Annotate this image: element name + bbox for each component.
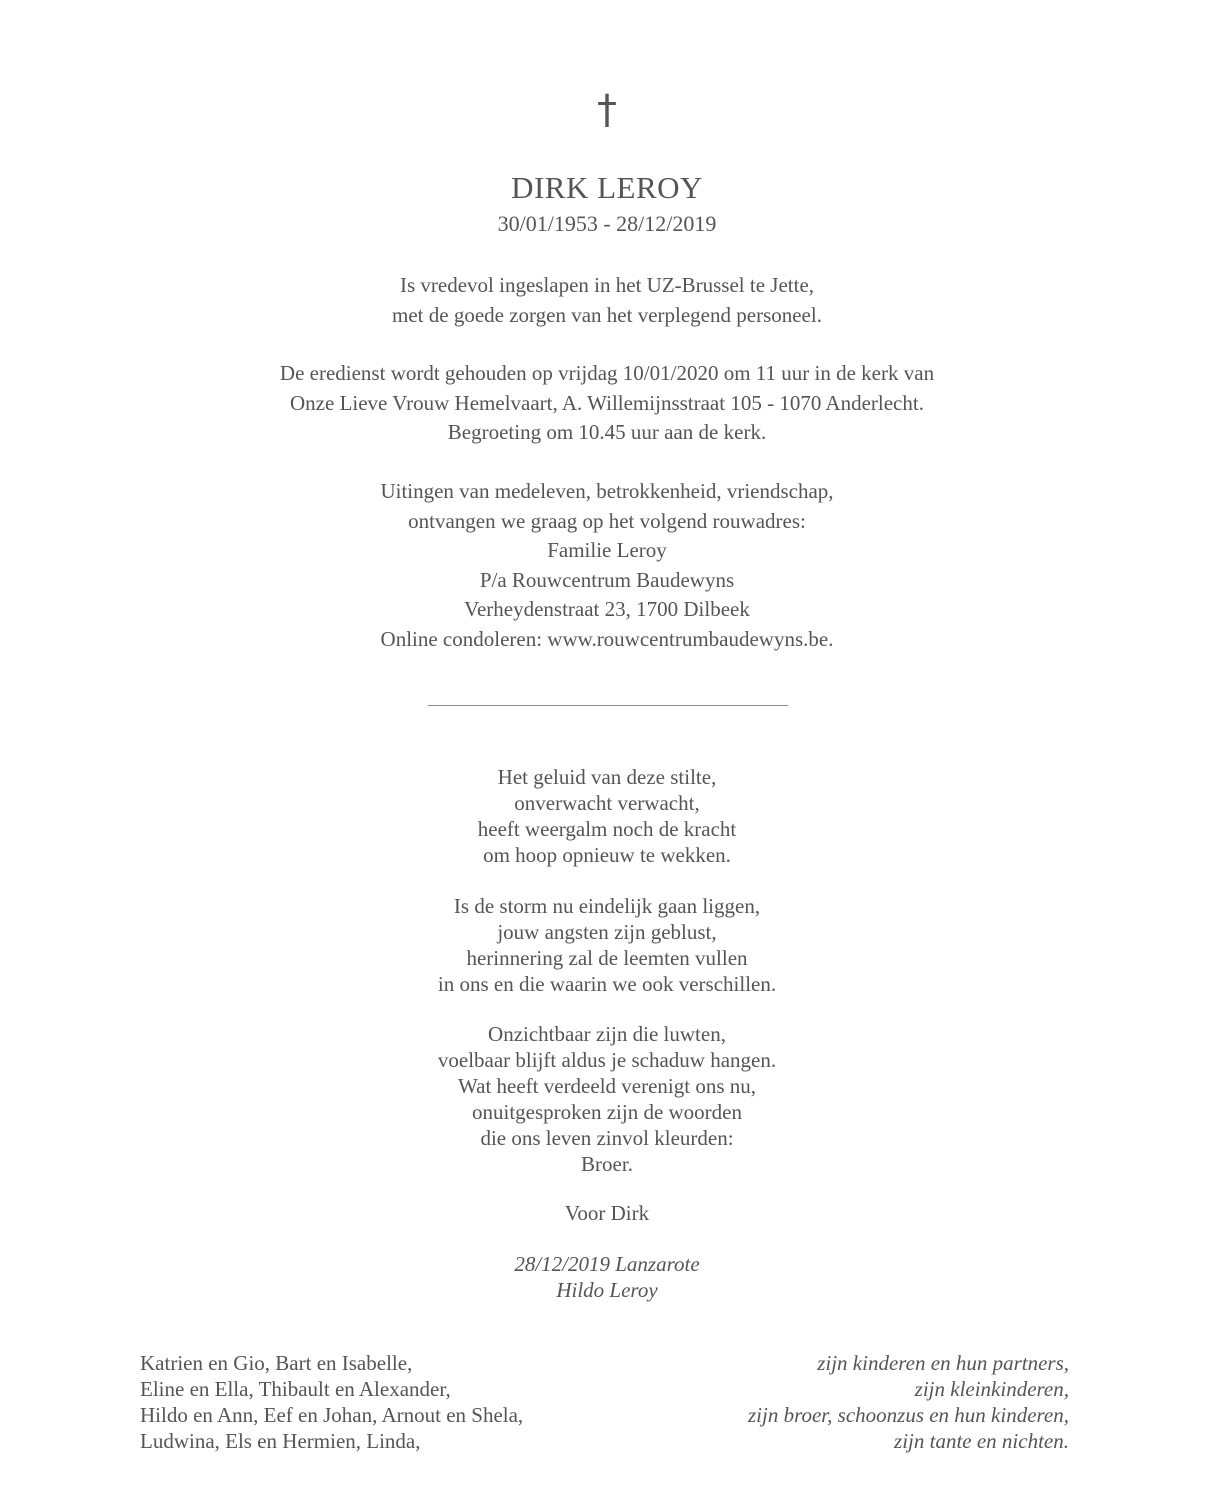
condolence-line: Uitingen van medeleven, betrokkenheid, vriendschap, bbox=[380, 479, 834, 503]
intro-line: met de goede zorgen van het verplegend personeel. bbox=[392, 302, 822, 327]
service-paragraph bbox=[0, 359, 1214, 448]
poem-line: herinnering zal de leemten vullen bbox=[466, 946, 748, 970]
condolence-line: Online condoleren: www.rouwcentrumbaudewyns.be. bbox=[380, 626, 834, 651]
poem-line: onverwacht verwacht, bbox=[514, 791, 700, 815]
condolence-line: Familie Leroy bbox=[547, 538, 667, 562]
condolence-paragraph bbox=[0, 477, 1214, 654]
family-name-line: Eline en Ella, Thibault en Alexander, bbox=[140, 1377, 451, 1401]
poem-line: Broer. bbox=[581, 1152, 633, 1176]
family-name-line: Ludwina, Els en Hermien, Linda, bbox=[140, 1429, 421, 1453]
poem-line: Onzichtbaar zijn die luwten, bbox=[488, 1022, 726, 1046]
family-names bbox=[140, 1350, 523, 1454]
intro-line: Is vredevol ingeslapen in het UZ-Brussel te Jette, bbox=[399, 273, 815, 297]
poem-line: Wat heeft verdeeld verenigt ons nu, bbox=[457, 1074, 757, 1098]
poem-stanza-1 bbox=[0, 764, 1214, 868]
life-dates: 30/01/1953 - 28/12/2019 bbox=[497, 211, 717, 236]
family-relation-line: zijn kleinkinderen, bbox=[914, 1377, 1069, 1401]
intro-paragraph bbox=[0, 271, 1214, 330]
poem-line: heeft weergalm noch de kracht bbox=[477, 817, 737, 841]
poem-line: in ons en die waarin we ook verschillen. bbox=[437, 972, 777, 996]
poem-signature bbox=[0, 1251, 1214, 1303]
service-line: De eredienst wordt gehouden op vrijdag 10/01/2020 om 11 uur in de kerk van bbox=[279, 361, 935, 385]
signature-line: 28/12/2019 Lanzarote bbox=[514, 1252, 700, 1276]
family-relation-line: zijn kinderen en hun partners, bbox=[817, 1351, 1069, 1375]
poem-line: voelbaar blijft aldus je schaduw hangen. bbox=[437, 1048, 777, 1072]
condolence-line: P/a Rouwcentrum Baudewyns bbox=[479, 567, 735, 592]
cross-icon: † bbox=[597, 87, 617, 133]
poem-stanza-3 bbox=[0, 1021, 1214, 1177]
deceased-name: DIRK LEROY bbox=[511, 170, 703, 205]
family-name-line: Hildo en Ann, Eef en Johan, Arnout en Shela, bbox=[140, 1403, 524, 1427]
signature-line: Hildo Leroy bbox=[556, 1278, 658, 1302]
poem-stanza-2 bbox=[0, 893, 1214, 997]
condolence-line: ontvangen we graag op het volgend rouwadres: bbox=[408, 508, 806, 533]
poem-line: om hoop opnieuw te wekken. bbox=[483, 843, 731, 867]
family-relation-line: zijn tante en nichten. bbox=[894, 1429, 1069, 1453]
poem-dedication: Voor Dirk bbox=[564, 1201, 650, 1225]
family-relation-line: zijn broer, schoonzus en hun kinderen, bbox=[748, 1403, 1069, 1427]
divider-line bbox=[428, 705, 788, 706]
condolence-line: Verheydenstraat 23, 1700 Dilbeek bbox=[464, 597, 750, 621]
poem-line: die ons leven zinvol kleurden: bbox=[480, 1126, 734, 1150]
poem-line: onuitgesproken zijn de woorden bbox=[471, 1100, 743, 1124]
poem-line: Is de storm nu eindelijk gaan liggen, bbox=[453, 894, 761, 918]
family-name-line: Katrien en Gio, Bart en Isabelle, bbox=[140, 1351, 413, 1375]
service-line: Begroeting om 10.45 uur aan de kerk. bbox=[447, 420, 767, 444]
poem-line: jouw angsten zijn geblust, bbox=[497, 920, 717, 944]
poem-line: Het geluid van deze stilte, bbox=[497, 765, 717, 789]
service-line: Onze Lieve Vrouw Hemelvaart, A. Willemijnsstraat 105 - 1070 Anderlecht. bbox=[290, 390, 924, 415]
family-relations bbox=[748, 1350, 1069, 1454]
